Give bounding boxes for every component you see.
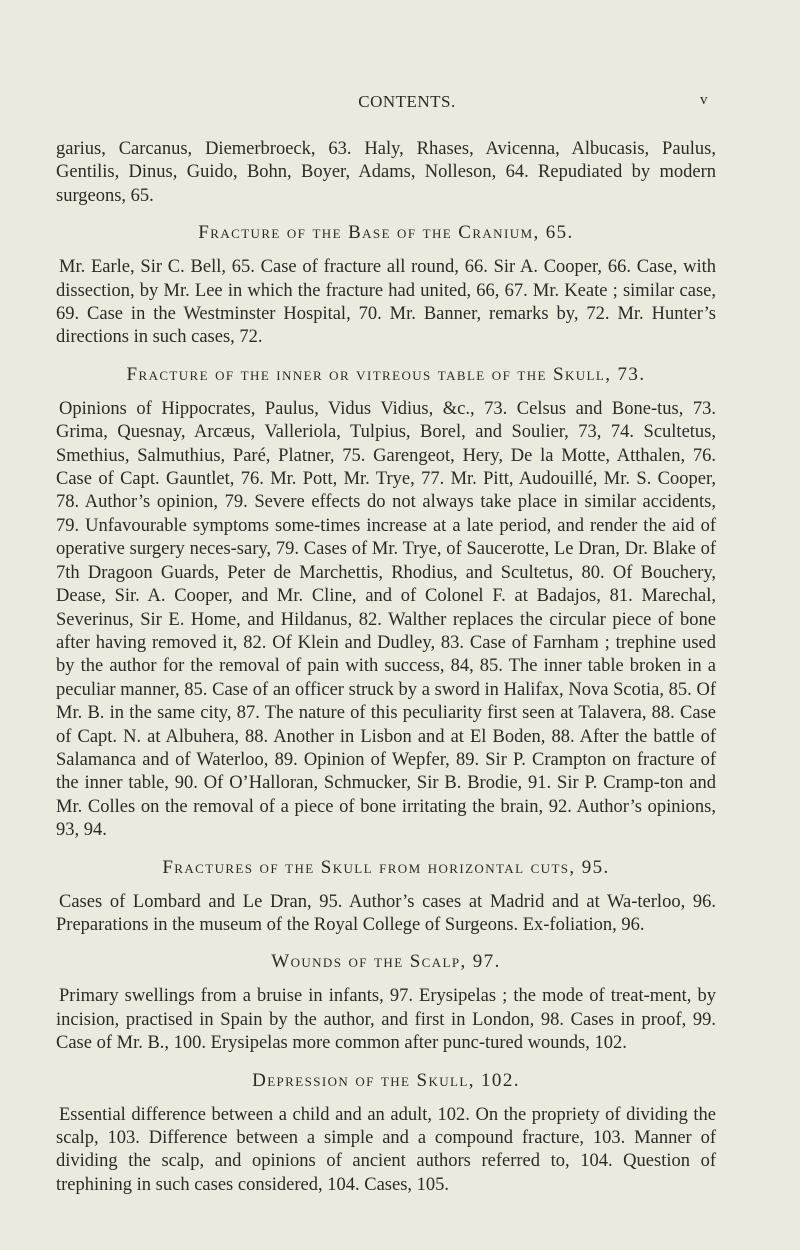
page-title: CONTENTS. (358, 92, 456, 111)
section-heading: Fracture of the inner or vitreous table of the Skull, 73. (126, 363, 646, 385)
section-heading: Fractures of the Skull from horizontal cuts, 95. (162, 856, 610, 878)
section-heading: Fracture of the Base of the Cranium, 65. (198, 222, 574, 244)
contents-body (56, 138, 716, 1197)
page-number: v (700, 92, 708, 108)
section-text: Mr. Earle, Sir C. Bell, 65. Case of fracture all round, 66. Sir A. Cooper, 66. Case, with dissection, by Mr. Lee in which the fracture had united, 66, 67. Mr. Keate ; similar case, 69. Case in the Westminster Hospital, 70. Mr. Banner, remarks by, 72. Mr. Hunter’s directions in such cases, 72. (56, 257, 716, 348)
section-text: garius, Carcanus, Diemerbroeck, 63. Haly, Rhases, Avicenna, Albucasis, Paulus, Gentilis, Dinus, Guido, Bohn, Boyer, Adams, Nolleson, 64. Repudiated by modern surgeons, 65. (56, 139, 716, 206)
running-head (106, 92, 708, 114)
section-text: Essential difference between a child and an adult, 102. On the propriety of dividing the scalp, 103. Difference between a simple and a compound fracture, 103. Manner of dividing the scalp, and opinions of ancient authors referred to, 104. Question of trephining in such cases considered, 104. Cases, 105. (56, 1104, 716, 1195)
section-heading: Wounds of the Scalp, 97. (271, 951, 501, 973)
section-text: Opinions of Hippocrates, Paulus, Vidus Vidius, &c., 73. Celsus and Bone-tus, 73. Grima, Quesnay, Arcæus, Valleriola, Tulpius, Borel, and Soulier, 73, 74. Scultetus, Smethius, Salmuthius, Paré, Platner, 75. Garengeot, Hery, De la Motte, Atthalen, 76. Case of Capt. Gauntlet, 76. Mr. Pott, Mr. Trye, 77. Mr. Pitt, Audouillé, Mr. S. Cooper, 78. Author’s opinion, 79. Severe effects do not always take place in similar accidents, 79. Unfavourable symptoms some-times increase at a late period, and render the aid of operative surgery neces-sary, 79. Cases of Mr. Trye, of Saucerotte, Le Dran, Dr. Blake of 7th Dragoon Guards, Peter de Marchettis, Rhodius, and Scultetus, 80. Of Bouchery, Dease, Sir. A. Cooper, and Mr. Cline, and of Colonel F. at Badajos, 81. Marechal, Severinus, Sir E. Home, and Hildanus, 82. Walther replaces the circular piece of bone after having removed it, 82. Of Klein and Dudley, 83. Case of Farnham ; trephine used by the author for the removal of pain with success, 84, 85. The inner table broken in a peculiar manner, 85. Case of an officer struck by a sword in Halifax, Nova Scotia, 85. Of Mr. B. in the same city, 87. The nature of this peculiarity first seen at Talavera, 88. Case of Capt. N. at Albuhera, 88. Another in Lisbon and at El Boden, 88. After the battle of Salamanca and of Waterloo, 89. Opinion of Wepfer, 89. Sir P. Crampton on fracture of the inner table, 90. Of O’Halloran, Schmucker, Sir B. Brodie, 91. Sir P. Cramp-ton and Mr. Colles on the removal of a piece of bone irritating the brain, 92. Author’s opinions, 93, 94. (56, 398, 716, 841)
section-text: Primary swellings from a bruise in infants, 97. Erysipelas ; the mode of treat-ment, by incision, practised in Spain by the author, and first in London, 98. Cases in proof, 99. Case of Mr. B., 100. Erysipelas more common after punc-tured wounds, 102. (56, 986, 716, 1054)
section-text: Cases of Lombard and Le Dran, 95. Author’s cases at Madrid and at Wa-terloo, 96. Preparations in the museum of the Royal College of Surgeons. Ex-foliation, 96. (56, 891, 716, 935)
section-heading: Depression of the Skull, 102. (252, 1069, 520, 1091)
